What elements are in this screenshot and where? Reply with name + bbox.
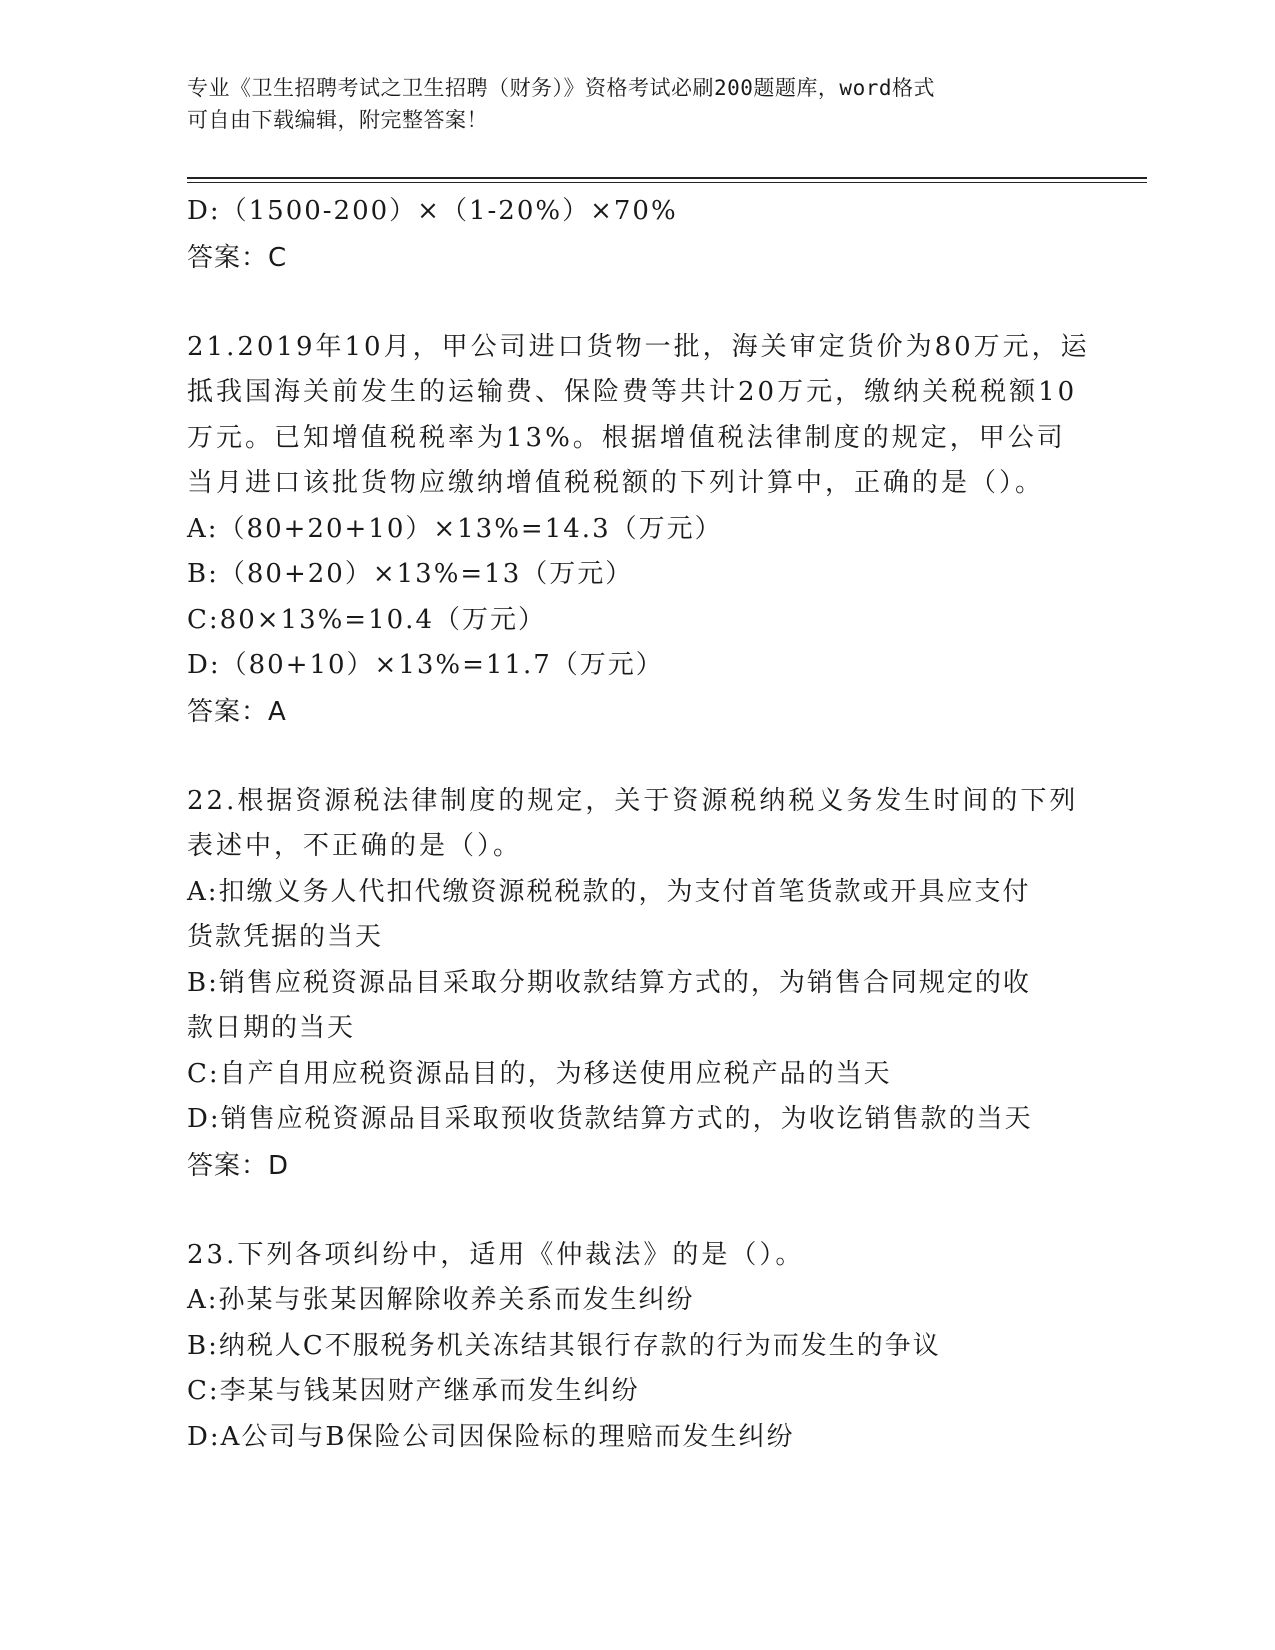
question-line: 22.根据资源税法律制度的规定，关于资源税纳税义务发生时间的下列 [187, 785, 1079, 816]
option-d: D:（1500-200）×（1-20%）×70% [187, 196, 678, 226]
answer-label: 答案：A [187, 696, 287, 727]
option-a-continued: 货款凭据的当天 [187, 922, 384, 952]
question-23-text [187, 1233, 1087, 1279]
option-d: D:（80+10）×13%=11.7（万元） [187, 650, 664, 680]
option-d: D:A公司与B保险公司因保险标的理赔而发生纠纷 [187, 1421, 795, 1452]
answer-label: 答案：C [187, 242, 288, 273]
question-22 [187, 779, 1087, 1189]
option-a: A:（80+20+10）×13%=14.3（万元） [187, 513, 723, 544]
option-b: B:（80+20）×13%=13（万元） [187, 559, 634, 589]
option-a: A:扣缴义务人代扣代缴资源税税款的，为支付首笔货款或开具应支付 [187, 876, 1031, 907]
question-line: 万元。已知增值税税率为13%。根据增值税法律制度的规定，甲公司 [187, 422, 1066, 453]
option-b: B:纳税人C不服税务机关冻结其银行存款的行为而发生的争议 [187, 1330, 941, 1361]
answer-label: 答案：D [187, 1150, 290, 1181]
question-23 [187, 1233, 1087, 1461]
question-line: 表述中，不正确的是（）。 [187, 831, 523, 861]
question-line: 23.下列各项纠纷中，适用《仲裁法》的是（）。 [187, 1239, 805, 1270]
question-21-text [187, 325, 1090, 507]
option-a: A:孙某与张某因解除收养关系而发生纠纷 [187, 1285, 695, 1315]
question-20-tail [187, 189, 1087, 281]
page-header [187, 72, 1067, 136]
option-c: C:自产自用应税资源品目的，为移送使用应税产品的当天 [187, 1058, 892, 1089]
question-21 [187, 325, 1090, 735]
question-22-text [187, 779, 1087, 870]
header-title-line-1: 专业《卫生招聘考试之卫生招聘（财务）》资格考试必刷200题题库，word格式 [187, 76, 935, 100]
question-line: 抵我国海关前发生的运输费、保险费等共计20万元，缴纳关税税额10 [187, 377, 1078, 407]
header-title-line-2: 可自由下载编辑，附完整答案！ [187, 108, 488, 132]
header-divider-thin [187, 182, 1147, 183]
question-line: 21.2019年10月，甲公司进口货物一批，海关审定货价为80万元，运 [187, 331, 1090, 362]
header-divider-thick [187, 177, 1147, 179]
option-b: B:销售应税资源品目采取分期收款结算方式的，为销售合同规定的收 [187, 967, 1031, 998]
question-line: 当月进口该批货物应缴纳增值税税额的下列计算中，正确的是（）。 [187, 468, 1045, 498]
option-c: C:80×13%=10.4（万元） [187, 604, 546, 635]
question-content [187, 189, 1090, 1460]
option-c: C:李某与钱某因财产继承而发生纠纷 [187, 1376, 640, 1406]
option-b-continued: 款日期的当天 [187, 1013, 356, 1043]
option-d: D:销售应税资源品目采取预收货款结算方式的，为收讫销售款的当天 [187, 1104, 1033, 1134]
